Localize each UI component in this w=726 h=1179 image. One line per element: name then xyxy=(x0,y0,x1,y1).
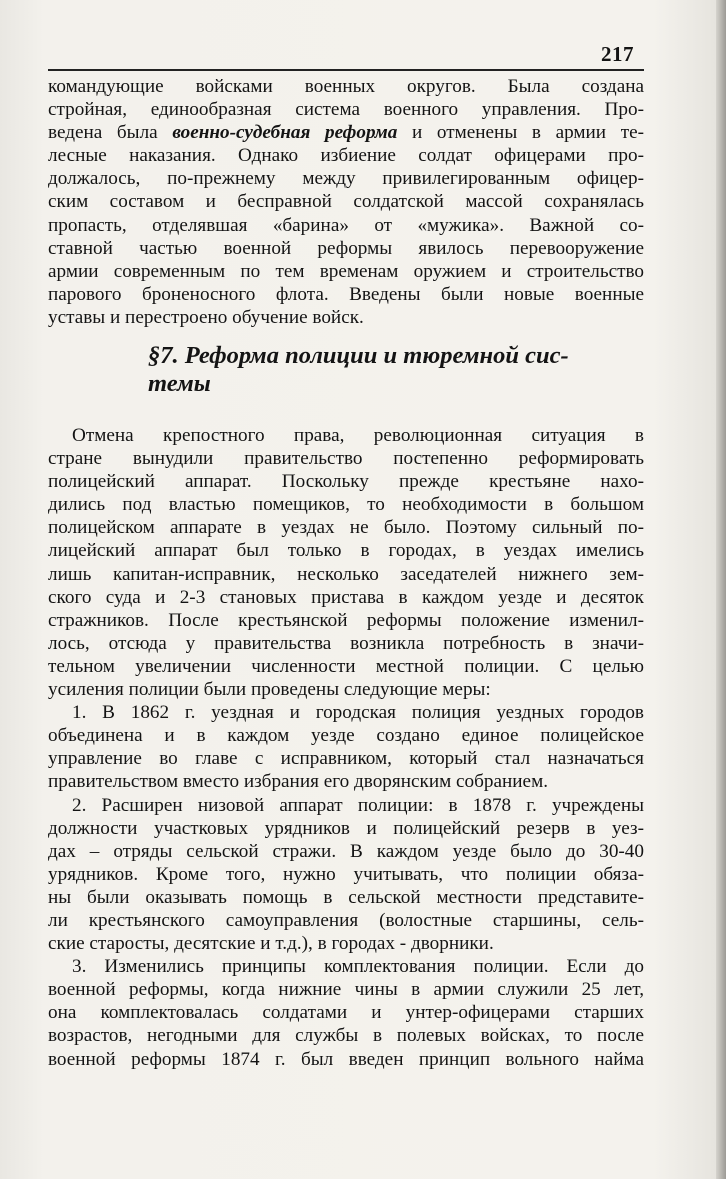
text-line: лось, отсюда у правительства возникла потребность в значи- xyxy=(48,632,644,654)
text-line: дах – отряды сельской стражи. В каждом уезде было до 30-40 xyxy=(48,840,644,862)
text-line: управление во главе с исправником, который стал назначаться xyxy=(48,748,644,770)
text-line: дились под властью помещиков, то необходимости в большом xyxy=(48,494,644,516)
text-line: ские старосты, десятские и т.д.), в городах - дворники. xyxy=(48,933,494,955)
text-line: возрастов, негодными для службы в полевых войсках, то после xyxy=(48,1025,644,1047)
section-heading xyxy=(148,342,578,397)
text-line: тельном увеличении численности местной полиции. С целью xyxy=(48,655,644,677)
text-line: стражников. После крестьянской реформы положение изменил- xyxy=(48,609,644,631)
text-line: усиления полиции были проведены следующие меры: xyxy=(48,679,491,701)
text-line: ского суда и 2-3 становых пристава в каждом уезде и десяток xyxy=(48,586,644,608)
text-line: полицейский аппарат. Поскольку прежде крестьяне нахо- xyxy=(48,471,644,493)
text-line-with-term: ведена была военно-судебная реформа и отменены в армии те- xyxy=(48,122,644,144)
list-item-1: 1. В 1862 г. уездная и городская полиция уездных городов xyxy=(72,702,644,724)
text-line: полицейском аппарате в уездах не было. Поэтому сильный по- xyxy=(48,517,644,539)
header-rule xyxy=(48,69,644,71)
key-term: военно-судебная реформа xyxy=(172,122,398,144)
text-line: ли крестьянского самоуправления (волостные старшины, сель- xyxy=(48,909,644,931)
text-line: лицейский аппарат был только в городах, в уездах имелись xyxy=(48,540,644,562)
text-line: урядников. Кроме того, нужно учитывать, что полиции обяза- xyxy=(48,863,644,885)
text-line: ским составом и бесправной солдатской массой сохранялась xyxy=(48,191,644,213)
list-item-2: 2. Расширен низовой аппарат полиции: в 1878 г. учреждены xyxy=(72,794,644,816)
text-line: Отмена крепостного права, революционная ситуация в xyxy=(72,425,644,446)
text-line: должности участковых урядников и полицейский резерв в уез- xyxy=(48,817,644,839)
text-line: уставы и перестроено обучение войск. xyxy=(48,306,364,328)
list-item-3: 3. Изменились принципы комплектования полиции. Если до xyxy=(72,956,644,978)
text-line: лесные наказания. Однако избиение солдат офицерами про- xyxy=(48,145,644,167)
text-line: объединена и в каждом уезде создано единое полицейское xyxy=(48,725,644,747)
text-line: военной реформы, когда нижние чины в армии служили 25 лет, xyxy=(48,979,644,1001)
text-line: ны были оказывать помощь в сельской местности представите- xyxy=(48,886,644,908)
text-line: армии современным по тем временам оружием и строительство xyxy=(48,260,644,282)
text-line: командующие войсками военных округов. Была создана xyxy=(48,76,644,97)
text-line: лишь капитан-исправник, несколько заседателей нижнего зем- xyxy=(48,563,644,585)
text-line: парового броненосного флота. Введены были новые военные xyxy=(48,283,644,305)
text-line: стройная, единообразная система военного управления. Про- xyxy=(48,99,644,121)
section-body xyxy=(48,424,644,1071)
page-number: 217 xyxy=(601,42,634,66)
text-line: правительством вместо избрания его дворянским собранием. xyxy=(48,771,549,793)
section-heading-line: §7. Реформа полиции и тюремной сис- xyxy=(148,342,569,369)
text-line: военной реформы 1874 г. был введен принцип вольного найма xyxy=(48,1048,644,1070)
text-line: должалось, по-прежнему между привилегированным офицер- xyxy=(48,168,644,190)
section-heading-line: темы xyxy=(148,369,211,397)
text-line: она комплектовалась солдатами и унтер-офицерами старших xyxy=(48,1002,644,1024)
book-spine-shadow xyxy=(716,0,726,1179)
text-line: ставной частью военной реформы явилось перевооружение xyxy=(48,237,644,259)
text-line: пропасть, отделявшая «барина» от «мужика». Важной со- xyxy=(48,214,644,236)
intro-paragraph xyxy=(48,75,644,329)
text-line: стране вынудили правительство постепенно реформировать xyxy=(48,448,644,470)
